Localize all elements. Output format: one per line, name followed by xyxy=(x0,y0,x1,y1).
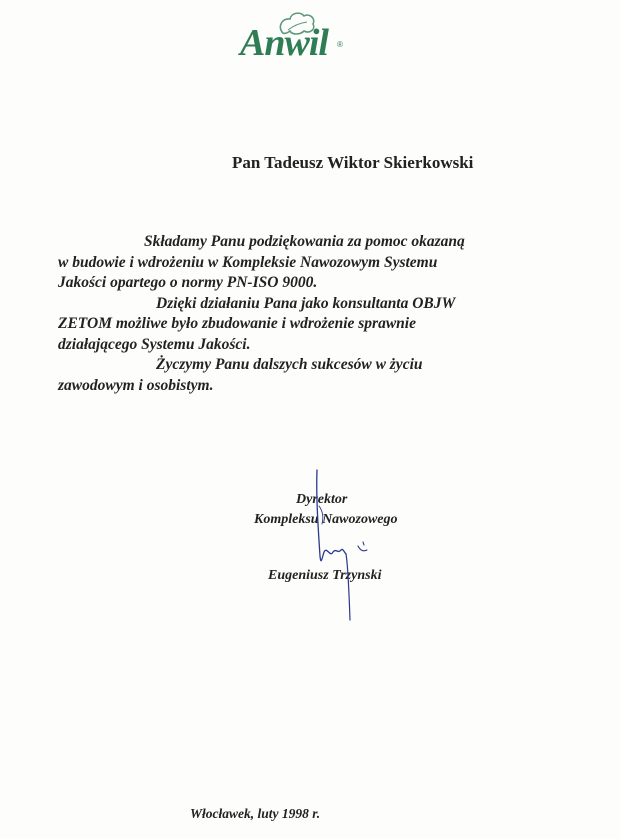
letter-body xyxy=(58,232,558,396)
handwritten-signature xyxy=(300,466,390,626)
anwil-logo xyxy=(238,10,348,70)
recipient-name: Pan Tadeusz Wiktor Skierkowski xyxy=(232,153,474,172)
body-line: Dzięki działaniu Pana jako konsultanta OBJW xyxy=(156,294,456,312)
body-line: ZETOM możliwe było zbudowanie i wdrożenie sprawnie xyxy=(58,315,416,332)
body-line: w budowie i wdrożeniu w Kompleksie Nawozowym Systemu xyxy=(58,253,438,271)
body-line: działającego Systemu Jakości. xyxy=(58,335,251,353)
body-line: Jakości opartego o normy PN-ISO 9000. xyxy=(58,274,318,291)
body-line: zawodowym i osobistym. xyxy=(58,376,214,394)
signatory-title: Dyrektor xyxy=(296,492,348,507)
signatory-department: Kompleksu Nawozowego xyxy=(254,512,398,527)
place-and-date: Włocławek, luty 1998 r. xyxy=(190,806,321,821)
logo-wordmark: Anwil xyxy=(240,22,328,64)
body-line: Życzymy Panu dalszych sukcesów w życiu xyxy=(156,356,423,373)
signatory-name: Eugeniusz Trzynski xyxy=(268,568,382,583)
body-line: Składamy Panu podziękowania za pomoc okazaną xyxy=(144,233,465,250)
registered-mark: ® xyxy=(337,40,343,49)
